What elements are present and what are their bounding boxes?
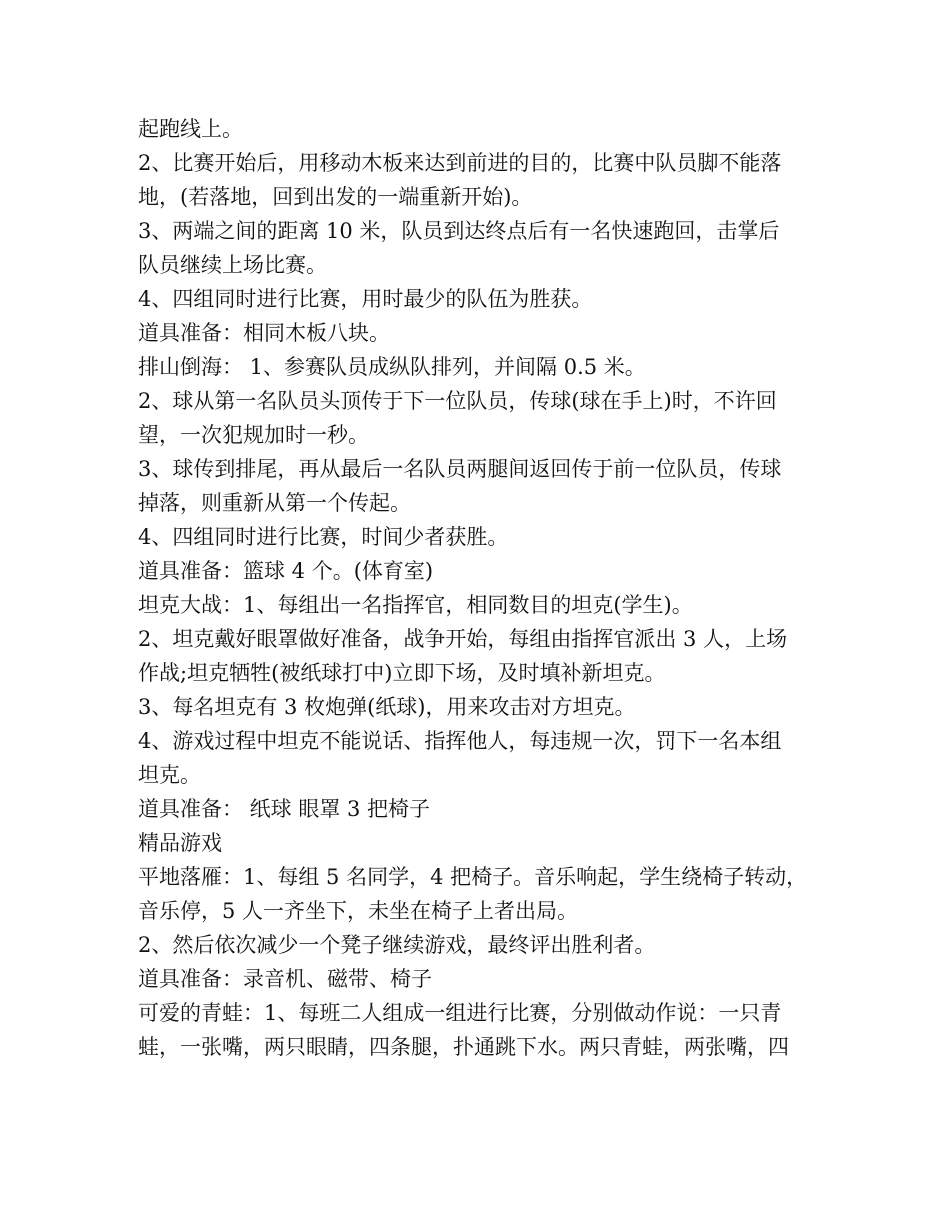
text-line: 精品游戏 [138, 831, 222, 855]
text-line: 蛙，一张嘴，两只眼睛，四条腿，扑通跳下水。两只青蛙，两张嘴，四 [138, 1035, 789, 1059]
text-line: 平地落雁：1、每组 5 名同学，4 把椅子。音乐响起，学生绕椅子转动， [138, 865, 808, 889]
text-line: 地，(若落地，回到出发的一端重新开始)。 [138, 185, 533, 209]
text-line: 2、球从第一名队员头顶传于下一位队员，传球(球在手上)时，不许回 [138, 389, 777, 413]
text-line: 道具准备： 纸球 眼罩 3 把椅子 [138, 797, 431, 821]
document-body [138, 112, 828, 1064]
text-line: 3、球传到排尾，再从最后一名队员两腿间返回传于前一位队员，传球 [138, 457, 782, 481]
text-line: 队员继续上场比赛。 [138, 253, 327, 277]
text-line: 3、两端之间的距离 10 米，队员到达终点后有一名快速跑回，击掌后 [138, 219, 780, 243]
text-line: 道具准备：录音机、磁带、椅子 [138, 967, 432, 991]
text-line: 2、比赛开始后，用移动木板来达到前进的目的，比赛中队员脚不能落 [138, 151, 782, 175]
text-line: 2、坦克戴好眼罩做好准备，战争开始，每组由指挥官派出 3 人，上场 [138, 627, 788, 651]
text-line: 坦克大战：1、每组出一名指挥官，相同数目的坦克(学生)。 [138, 593, 693, 617]
text-line: 排山倒海： 1、参赛队员成纵队排列，并间隔 0.5 米。 [138, 355, 646, 379]
text-line: 音乐停，5 人一齐坐下，未坐在椅子上者出局。 [138, 899, 579, 923]
text-line: 可爱的青蛙：1、每班二人组成一组进行比赛，分别做动作说：一只青 [138, 1001, 782, 1025]
text-line: 道具准备：相同木板八块。 [138, 321, 390, 345]
text-line: 作战;坦克牺牲(被纸球打中)立即下场，及时填补新坦克。 [138, 661, 666, 685]
text-line: 坦克。 [138, 763, 201, 787]
text-line: 2、然后依次减少一个凳子继续游戏，最终评出胜利者。 [138, 933, 656, 957]
text-line: 4、四组同时进行比赛，时间少者获胜。 [138, 525, 509, 549]
text-line: 3、每名坦克有 3 枚炮弹(纸球)，用来攻击对方坦克。 [138, 695, 636, 719]
text-line: 道具准备：篮球 4 个。(体育室) [138, 559, 434, 583]
text-line: 4、游戏过程中坦克不能说话、指挥他人，每违规一次，罚下一名本组 [138, 729, 782, 753]
text-line: 掉落，则重新从第一个传起。 [138, 491, 411, 515]
text-line: 望，一次犯规加时一秒。 [138, 423, 369, 447]
text-line: 4、四组同时进行比赛，用时最少的队伍为胜获。 [138, 287, 593, 311]
text-line: 起跑线上。 [138, 117, 243, 141]
